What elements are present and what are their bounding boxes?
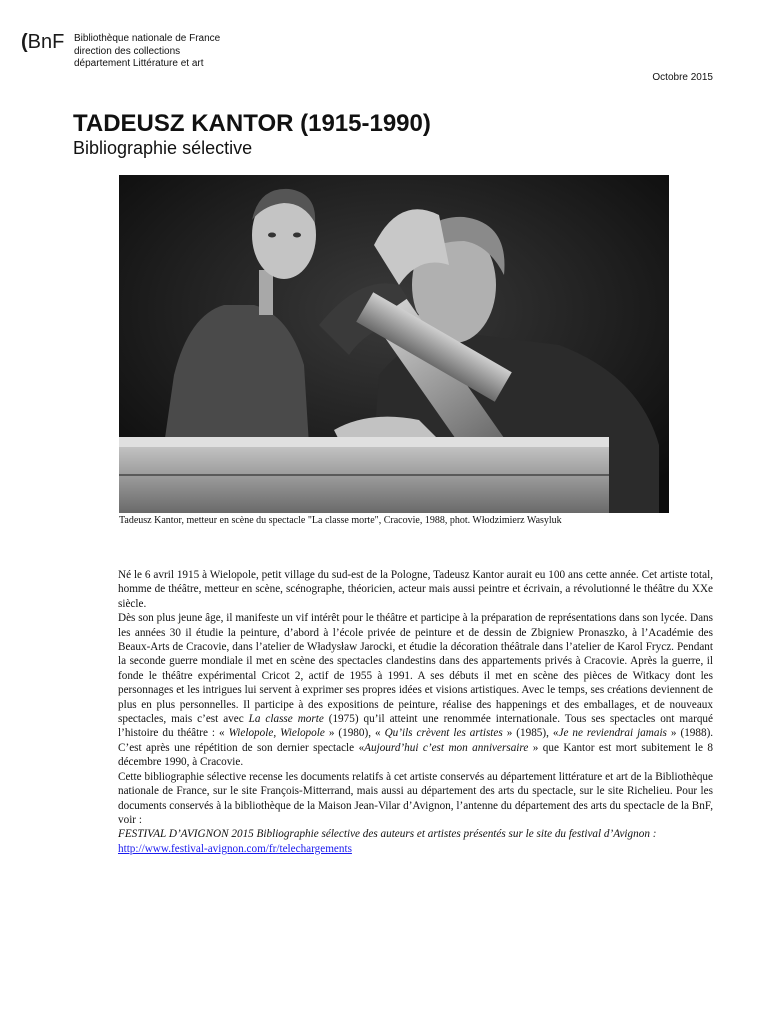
bio-p2-part-c: » (1980), «: [328, 727, 381, 740]
title-quils-crevent: Qu’ils crèvent les artistes: [384, 727, 503, 740]
page-subtitle: Bibliographie sélective: [73, 138, 253, 158]
bio-paragraph-3: Cette bibliographie sélective recense les documents relatifs à cet artiste conservés au département littérature et art de la Bibliothèque nationale de France, sur le site François-Mitterrand, mais aussi au département des arts du spectacle, sur le site Richelieu. Pour les documents conservés à la bibliothèque de la Maison Jean-Vilar d’Avignon, l’antenne du département des arts du spectacle de la BnF, voir :: [118, 770, 713, 826]
biography-text: [118, 568, 713, 856]
photo-caption: Tadeusz Kantor, metteur en scène du spectacle "La classe morte", Cracovie, 1988, phot. Włodzimierz Wasyluk: [119, 515, 562, 526]
title-la-classe-morte: La classe morte: [248, 713, 324, 726]
title-je-ne-reviendrai: Je ne reviendrai jamais: [558, 727, 667, 740]
page-title: TADEUSZ KANTOR (1915-1990): [73, 110, 431, 137]
bio-p2-part-a: Dès son plus jeune âge, il manifeste un vif intérêt pour le théâtre et participe à la préparation de représentations dans son lycée. Dans les années 30 il étudie la peinture, d’abord à l’école privée de peinture et de dessin de Zbigniew Pronaszko, à l’Académie des Beaux-Arts de Cracovie, dans l’atelier de Władysław Jarocki, et étudie la décoration théâtrale dans l’atelier de Karol Frycz. Pendant la seconde guerre mondiale il met en scène des spectacles clandestins dans des appartements privés à Cracovie. Après la guerre, il fonde le théâtre expérimental Cricot 2, actif de 1955 à 1991. A ses débuts il met en scène des pièces de Witkacy dont les personnages et les intrigues lui servent à exprimer ses propres idées et visions artistiques. Avec le temps, ses créations deviennent de plus en plus personnelles. Il participe à des expositions de peinture, réalise des happenings et des emballages, et de nouveaux spectacles, mais c’est avec: [118, 612, 713, 726]
festival-reference: FESTIVAL D’AVIGNON 2015 Bibliographie sélective des auteurs et artistes présentés sur le site du festival d’Avignon :: [118, 828, 657, 841]
kantor-photo: [119, 175, 669, 513]
title-aujourdhui: Aujourd’hui c’est mon anniversaire: [364, 741, 529, 754]
link-paragraph: [118, 842, 713, 856]
logo-text: BnF: [27, 31, 65, 53]
logo-paren: (: [21, 31, 28, 53]
bio-p2-part-f: » que Kantor est mort subitement le 8 décembre 1990, à Cracovie.: [118, 741, 714, 769]
org-line-2: direction des collections: [74, 45, 181, 57]
bnf-logo: [21, 31, 64, 54]
photo-illustration: [119, 175, 669, 513]
bio-paragraph-4: [118, 827, 713, 841]
title-wielopole: Wielopole, Wielopole: [228, 727, 325, 740]
bio-p2-part-b: (1975) qu’il atteint une renommée internationale. Tous ses spectacles ont marqué l’histoire du théâtre : «: [118, 713, 713, 740]
org-block: [74, 33, 220, 71]
bio-p2-part-d: » (1985), «: [506, 727, 559, 740]
document-date: Octobre 2015: [652, 72, 713, 83]
bio-p2-part-e: » (1988). C’est après une répétition de son dernier spectacle «: [118, 727, 714, 754]
org-line-1: Bibliothèque nationale de France: [74, 33, 221, 44]
festival-link[interactable]: http://www.festival-avignon.com/fr/telechargements: [118, 842, 352, 855]
bio-paragraph-2: [118, 611, 713, 769]
bio-paragraph-1: Né le 6 avril 1915 à Wielopole, petit village du sud-est de la Pologne, Tadeusz Kantor aurait eu 100 ans cette année. Cet artiste total, homme de théâtre, metteur en scène, scénographe, théoricien, acteur mais aussi peintre et écrivain, a révolutionné le théâtre du XXe siècle.: [118, 569, 713, 610]
org-line-3: département Littérature et art: [74, 58, 204, 69]
